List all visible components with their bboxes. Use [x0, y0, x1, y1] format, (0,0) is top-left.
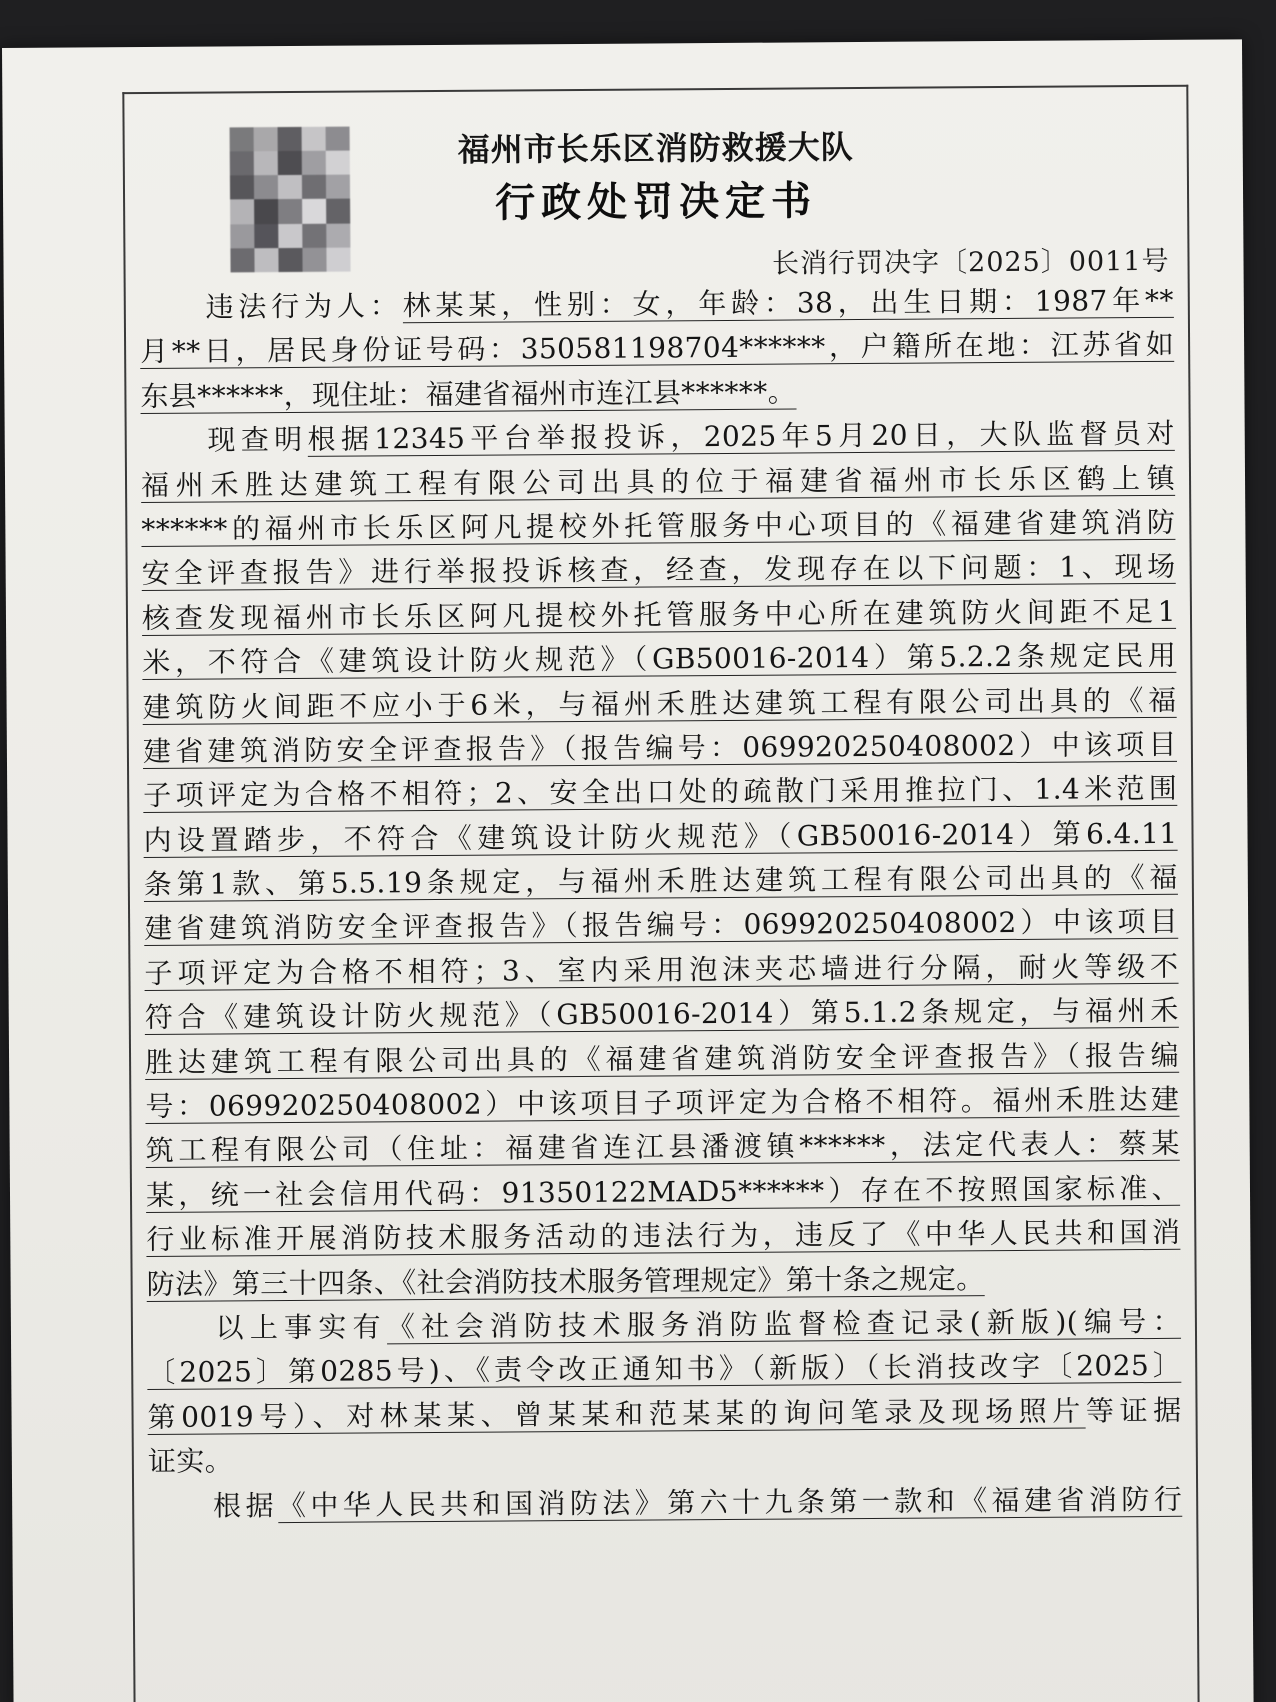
text-line — [147, 1389, 1181, 1441]
underlined-text: 林某某，性别：女，年龄：38，出生日期：1987年** — [402, 283, 1174, 323]
photo-pixel-block — [278, 248, 302, 272]
underlined-text: 行业标准开展消防技术服务活动的违法行为，违反了《中华人民共和国消 — [146, 1216, 1181, 1257]
text-line — [144, 945, 1178, 997]
text-line — [144, 856, 1178, 908]
underlined-text: 号：069920250408002）中该项目子项评定为合格不相符。福州禾胜达建 — [145, 1082, 1180, 1124]
photo-pixel-block — [254, 248, 278, 272]
document-number: 长消行罚决字〔2025〕0011号 — [771, 245, 1170, 280]
underlined-text: 米，不符合《建筑设计防火规范》（GB50016-2014）第5.2.2条规定民用 — [142, 638, 1177, 680]
text-line — [140, 368, 1174, 420]
plain-text: 以上事实有 — [146, 1310, 388, 1346]
text-line — [142, 590, 1176, 642]
underlined-text: 安全评查报告》进行举报投诉核查，经查，发现存在以下问题：1、现场 — [141, 550, 1176, 591]
underlined-text: 《社会消防技术服务消防监督检查记录(新版)(编号： — [386, 1304, 1182, 1344]
underlined-text: 建省建筑消防安全评查报告》（报告编号：069920250408002）中该项目 — [142, 727, 1178, 768]
document-sheet — [2, 39, 1254, 1702]
text-line — [148, 1477, 1182, 1529]
text-line — [143, 812, 1177, 864]
text-line — [141, 456, 1175, 508]
text-line — [145, 1078, 1179, 1130]
text-line — [147, 1300, 1181, 1352]
text-line — [142, 545, 1176, 597]
plain-text: 违法行为人： — [139, 289, 403, 325]
plain-text: 根据 — [148, 1488, 279, 1523]
underlined-text: 核查发现福州市长乐区阿凡提校外托管服务中心所在建筑防火间距不足1 — [141, 594, 1177, 635]
text-line — [146, 1122, 1180, 1174]
text-line — [146, 1255, 1180, 1307]
underlined-text: 月**日，居民身份证号码：350581198704******，户籍所在地：江苏省如 — [140, 328, 1175, 369]
photo-pixel-block — [326, 247, 350, 271]
document-frame — [122, 85, 1200, 1702]
underlined-text: 《中华人民共和国消防法》第六十九条第一款和《福建省消防行 — [277, 1482, 1183, 1522]
text-line — [142, 678, 1176, 730]
underlined-text: 内设置踏步，不符合《建筑设计防火规范》（GB50016-2014）第6.4.11 — [143, 816, 1178, 857]
text-line — [140, 279, 1174, 331]
underlined-text: 福州禾胜达建筑工程有限公司出具的位于福建省福州市长乐区鹤上镇 — [140, 461, 1176, 502]
text-line — [147, 1344, 1181, 1396]
text-line — [143, 767, 1177, 819]
document-title: 行政处罚决定书 — [494, 177, 818, 227]
text-line — [145, 989, 1179, 1041]
underlined-text: 某，统一社会信用代码：91350122MAD5******）存在不按照国家标准、 — [145, 1171, 1181, 1212]
text-line — [148, 1433, 1182, 1485]
issuing-organization: 福州市长乐区消防救援大队 — [457, 128, 854, 169]
underlined-text: 筑工程有限公司（住址：福建省连江县潘渡镇******，法定代表人：蔡某 — [145, 1127, 1180, 1168]
text-line — [141, 501, 1175, 553]
underlined-text: 〔2025〕第0285号)、《责令改正通知书》（新版）（长消技改字〔2025〕 — [147, 1349, 1182, 1390]
underlined-text: 子项评定为合格不相符；2、安全出口处的疏散门采用推拉门、1.4米范围 — [143, 772, 1178, 813]
text-line — [140, 323, 1174, 375]
text-line — [143, 723, 1177, 775]
underlined-text: 防法》第三十四条、《社会消防技术服务管理规定》第十条之规定。 — [146, 1261, 985, 1301]
underlined-text: 东县******，现住址：福建省福州市连江县******。 — [140, 375, 797, 413]
underlined-text: 根据12345平台举报投诉，2025年5月20日，大队监督员对 — [307, 416, 1175, 457]
plain-text: 等证据 — [1085, 1393, 1182, 1428]
plain-text: 现查明 — [140, 423, 308, 458]
underlined-text: 子项评定为合格不相符；3、室内采用泡沫夹芯墙进行分隔，耐火等级不 — [144, 949, 1179, 990]
underlined-text: ******的福州市长乐区阿凡提校外托管服务中心项目的《福建省建筑消防 — [141, 505, 1176, 546]
text-line — [145, 1033, 1179, 1085]
underlined-text: 建省建筑消防安全评查报告》（报告编号：069920250408002）中该项目 — [144, 905, 1179, 946]
underlined-text: 胜达建筑工程有限公司出具的《福建省建筑消防安全评查报告》（报告编 — [144, 1038, 1180, 1079]
text-line — [146, 1211, 1180, 1263]
text-line — [142, 634, 1176, 686]
text-line — [141, 412, 1175, 464]
underlined-text: 建筑防火间距不应小于6米，与福州禾胜达建筑工程有限公司出具的《福 — [142, 683, 1177, 724]
document-body — [140, 279, 1183, 1529]
photo-pixel-block — [302, 248, 326, 272]
underlined-text: 符合《建筑设计防火规范》（GB50016-2014）第5.1.2条规定，与福州禾 — [144, 994, 1179, 1035]
plain-text: 证实。 — [147, 1444, 234, 1479]
photo-pixel-block — [230, 248, 254, 272]
underlined-text: 第0019号）、对林某某、曾某某和范某某的询问笔录及现场照片 — [147, 1394, 1086, 1434]
underlined-text: 条第1款、第5.5.19条规定，与福州禾胜达建筑工程有限公司出具的《福 — [143, 860, 1178, 902]
text-line — [146, 1167, 1180, 1219]
text-line — [144, 900, 1178, 952]
